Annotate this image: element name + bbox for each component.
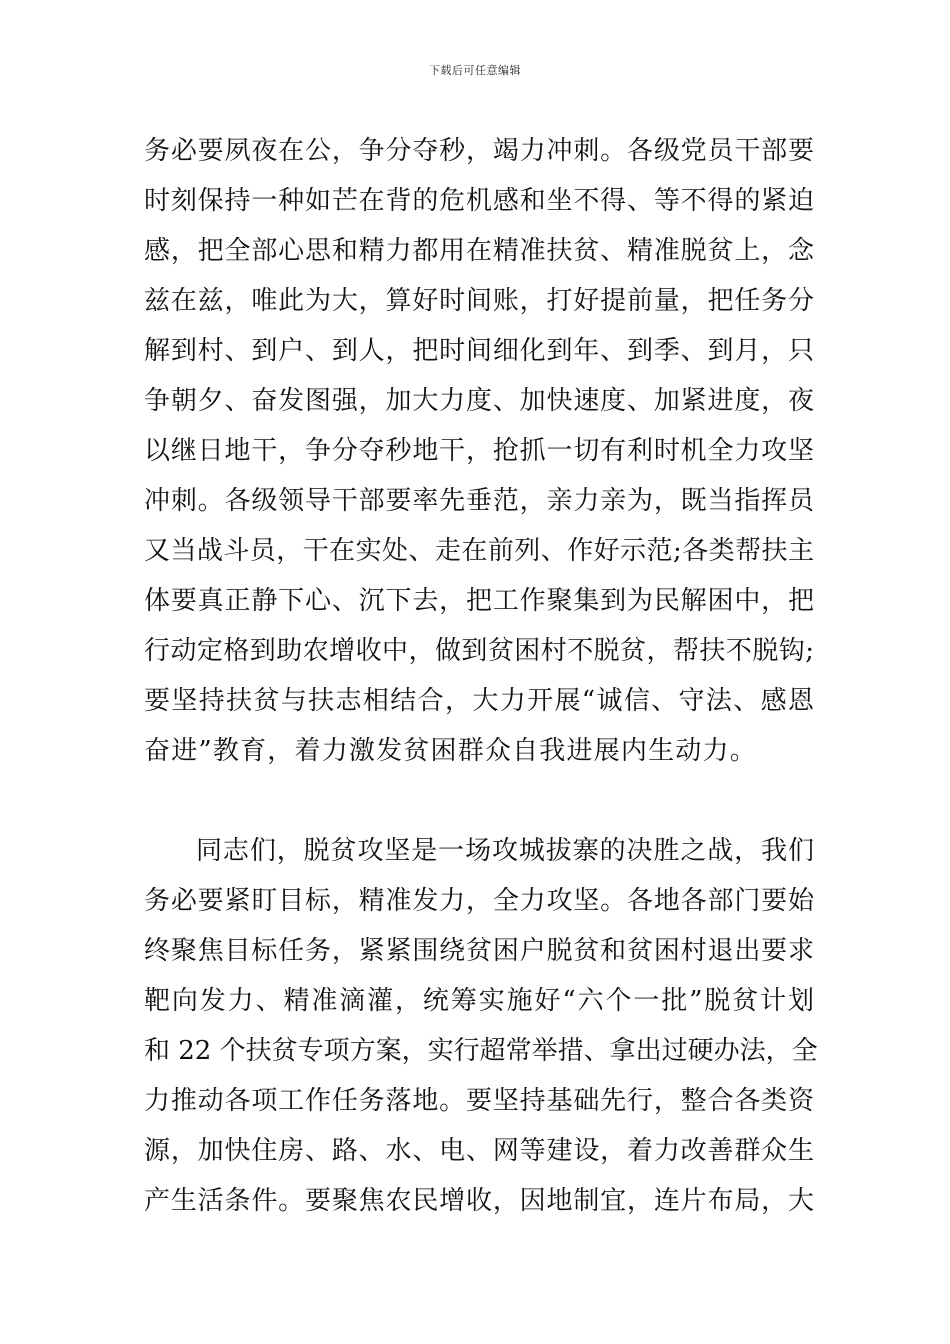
text-line: 务必要夙夜在公，争分夺秒，竭力冲刺。各级党员干部要 [144, 136, 814, 166]
text-line: 靶向发力、精准滴灌，统筹实施好“六个一批”脱贫计划 [144, 986, 814, 1016]
text-line: 感，把全部心思和精力都用在精准扶贫、精准脱贫上，念 [144, 236, 814, 266]
text-line: 争朝夕、奋发图强，加大力度、加快速度、加紧进度，夜 [144, 386, 814, 416]
text-line: 兹在兹，唯此为大，算好时间账，打好提前量，把任务分 [144, 286, 814, 316]
text-line: 行动定格到助农增收中，做到贫困村不脱贫，帮扶不脱钩; [144, 636, 814, 666]
text-line: 务必要紧盯目标，精准发力，全力攻坚。各地各部门要始 [144, 886, 814, 916]
text-line: 解到村、到户、到人，把时间细化到年、到季、到月，只 [144, 336, 814, 366]
text-line: 要坚持扶贫与扶志相结合，大力开展“诚信、守法、感恩 [144, 686, 814, 716]
text-line: 力推动各项工作任务落地。要坚持基础先行，整合各类资 [144, 1086, 814, 1116]
text-line: 产生活条件。要聚焦农民增收，因地制宜，连片布局，大 [144, 1186, 814, 1216]
text-line: 时刻保持一种如芒在背的危机感和坐不得、等不得的紧迫 [144, 186, 814, 216]
text-line: 奋进”教育，着力激发贫困群众自我进展内生动力。 [144, 736, 757, 766]
text-line: 以继日地干，争分夺秒地干，抢抓一切有利时机全力攻坚 [144, 436, 814, 466]
text-line: 体要真正静下心、沉下去，把工作聚集到为民解困中，把 [144, 586, 814, 616]
text-line: 源，加快住房、路、水、电、网等建设，着力改善群众生 [144, 1136, 814, 1166]
text-line: 又当战斗员，干在实处、走在前列、作好示范;各类帮扶主 [144, 536, 814, 566]
text-line: 冲刺。各级领导干部要率先垂范，亲力亲为，既当指挥员 [144, 486, 814, 516]
text-line: 终聚焦目标任务，紧紧围绕贫困户脱贫和贫困村退出要求 [144, 936, 814, 966]
text-line: 和 22 个扶贫专项方案，实行超常举措、拿出过硬办法，全 [144, 1036, 818, 1066]
text-line: 同志们，脱贫攻坚是一场攻城拔寨的决胜之战，我们 [196, 836, 814, 866]
header-note: 下载后可任意编辑 [429, 64, 521, 77]
